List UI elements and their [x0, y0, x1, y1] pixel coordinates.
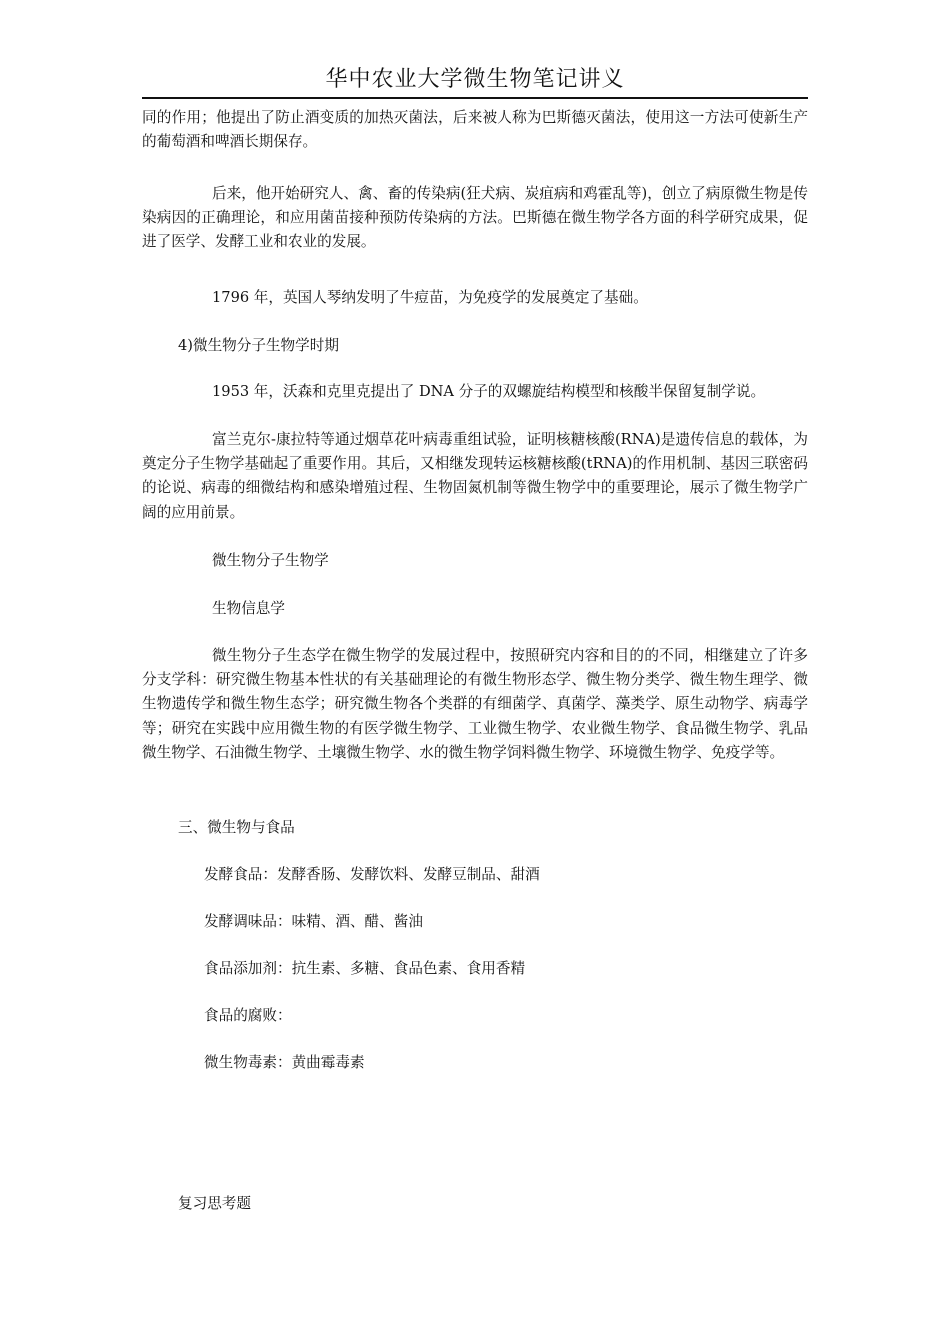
- page-header: [142, 52, 808, 99]
- paragraph-jenner: 1796 年，英国人琴纳发明了牛痘苗，为免疫学的发展奠定了基础。: [212, 289, 648, 306]
- section-heading-molecular-period: 4)微生物分子生物学时期: [178, 337, 339, 354]
- paragraph-dna-model: 1953 年，沃森和克里克提出了 DNA 分子的双螺旋结构模型和核酸半保留复制学说。: [212, 383, 766, 400]
- list-item-fermented-seasoning: 发酵调味品：味精、酒、醋、酱油: [204, 913, 423, 930]
- paragraph-pasteurization: 同的作用；他提出了防止酒变质的加热灭菌法，后来被人称为巴斯德灭菌法，使用这一方法可使新生产的葡萄酒和啤酒长期保存。: [142, 109, 808, 151]
- paragraph-branch-disciplines: 微生物分子生态学在微生物学的发展过程中，按照研究内容和目的的不同，相继建立了许多分支学科：研究微生物基本性状的有关基础理论的有微生物形态学、微生物分类学、微生物生理学、微生物遗传学和微生物生态学；研究微生物各个类群的有细菌学、真菌学、藻类学、原生动物学、病毒学等；研究在实践中应用微生物的有医学微生物学、工业微生物学、农业微生物学、食品微生物学、乳品微生物学、石油微生物学、土壤微生物学、水的微生物学饲料微生物学、环境微生物学、免疫学等。: [142, 647, 808, 761]
- list-item-food-spoilage: 食品的腐败：: [204, 1007, 292, 1024]
- list-item-food-additives: 食品添加剂：抗生素、多糖、食品色素、食用香精: [204, 960, 526, 977]
- paragraph-bioinformatics: 生物信息学: [212, 600, 285, 617]
- paragraph-pasteur-research: 后来，他开始研究人、禽、畜的传染病(狂犬病、炭疽病和鸡霍乱等)，创立了病原微生物是传染病因的正确理论，和应用菌苗接种预防传染病的方法。巴斯德在微生物学各方面的科学研究成果，促进了医学、发酵工业和农业的发展。: [142, 185, 808, 251]
- section-heading-microbes-food: 三、微生物与食品: [178, 819, 295, 836]
- list-item-microbial-toxins: 微生物毒素：黄曲霉毒素: [204, 1054, 365, 1071]
- paragraph-rna-research: 富兰克尔-康拉特等通过烟草花叶病毒重组试验，证明核糖核酸(RNA)是遗传信息的载体，为奠定分子生物学基础起了重要作用。其后，又相继发现转运核糖核酸(tRNA)的作用机制、基因三联密码的论说、病毒的细微结构和感染增殖过程、生物固氮机制等微生物学中的重要理论，展示了微生物学广阔的应用前景。: [142, 431, 808, 521]
- paragraph-molecular-biology: 微生物分子生物学: [212, 552, 329, 569]
- section-heading-review-questions: 复习思考题: [178, 1195, 251, 1212]
- list-item-fermented-food: 发酵食品：发酵香肠、发酵饮料、发酵豆制品、甜酒: [204, 866, 540, 883]
- page-title: 华中农业大学微生物笔记讲义: [325, 67, 625, 92]
